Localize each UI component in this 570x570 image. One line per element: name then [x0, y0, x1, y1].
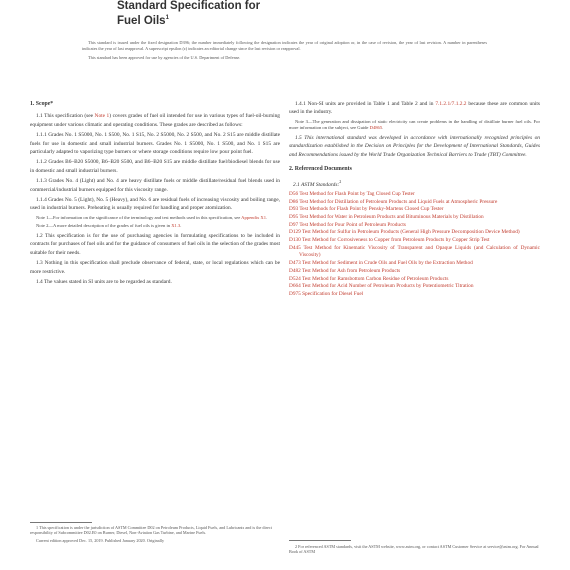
footnote-2: 2 For referenced ASTM standards, visit the ASTM website, www.astm.org, or contact ASTM Customer Service at service@astm.org. For Annual Book of ASTM: [289, 544, 539, 555]
paragraph-1-3: 1.3 Nothing in this specification shall preclude observance of federal, state, or local regulations which can be more restrictive.: [30, 260, 280, 275]
reference-item[interactable]: [289, 245, 540, 260]
paragraph-1-5: 1.5 This international standard was developed in accordance with internationally recognized principles on standardization established in the Decision on Principles for the Development of International Standards, Guides and Recommendations issued by the World Trade Organization Technical Barriers to Trade (TBT) Committee.: [289, 135, 540, 158]
title-text: Fuel Oils: [117, 14, 166, 27]
reference-title-link[interactable]: Test Method for Distillation of Petroleum Products and Liquid Fuels at Atmospheric Pressure: [299, 198, 498, 205]
reference-item[interactable]: [289, 206, 540, 214]
reference-code-link[interactable]: D97: [289, 221, 299, 228]
reference-item[interactable]: [289, 268, 540, 276]
reference-list: [289, 191, 540, 299]
text-run: Note 1—For information on the significance of the terminology and test methods used in this specification, see: [36, 214, 242, 220]
text-run: Note 2—A more detailed description of the grades of fuel oils is given in: [36, 223, 172, 229]
reference-code-link[interactable]: D524: [289, 275, 301, 282]
reference-title-link[interactable]: Test Method for Corrosiveness to Copper from Petroleum Products by Copper Strip Test: [302, 237, 490, 244]
reference-code-link[interactable]: D56: [289, 190, 299, 197]
right-column: [289, 100, 540, 299]
reference-code-link[interactable]: D95: [289, 213, 299, 220]
section-7-1-2-link[interactable]: 7.1.2.1/7.1.2.2: [435, 101, 467, 107]
designation-notice: [82, 40, 487, 65]
paragraph-1-1-4: 1.1.4 Grades No. 5 (Light), No. 5 (Heavy), and No. 6 are residual fuels of increasing viscosity and boiling range, used in industrial burners. Preheating is usually required for handling and proper atomization.: [30, 197, 280, 212]
text-run: .: [180, 223, 182, 229]
text-run: .: [266, 214, 268, 220]
text-run: .: [382, 125, 384, 131]
reference-title-link[interactable]: Test Method for Sulfur in Petroleum Products (General High Pressure Decomposition Device Method): [302, 229, 520, 236]
reference-title-link[interactable]: Test Method for Pour Point of Petroleum Products: [299, 221, 406, 228]
reference-title-link[interactable]: Test Methods for Flash Point by Pensky-Martens Closed Cup Tester: [299, 206, 444, 213]
text-run: 1.4.1 Non-SI units are provided in Table 1 and Table 2 and in: [295, 101, 436, 107]
reference-code-link[interactable]: D130: [289, 237, 301, 244]
reference-item[interactable]: [289, 229, 540, 237]
reference-title-link[interactable]: Test Method for Flash Point by Tag Closed Cup Tester: [299, 190, 415, 197]
paragraph-1-1-2: 1.1.2 Grades B6–B20 S5000, B6–B20 S500, and B6–B20 S15 are middle distillate fuel/biodiesel blends for use in domestic and small industrial burners.: [30, 159, 280, 174]
reference-title-link[interactable]: Test Method for Ramsbottom Carbon Residue of Petroleum Products: [302, 275, 449, 282]
text-run: 2.1 ASTM Standards:: [293, 181, 340, 188]
reference-code-link[interactable]: D482: [289, 267, 301, 274]
footnote-divider-right: [289, 540, 351, 541]
footnote-1: 1 This specification is under the jurisdiction of ASTM Committee D02 on Petroleum Products, Liquid Fuels, and Lubricants and is the direct responsibility of Subcommittee D02.E0 on Burner, Diesel, Non-Aviation Gas Turbine, and Marine Fuels.: [30, 525, 272, 536]
reference-title-link[interactable]: Test Method for Water in Petroleum Products and Bituminous Materials by Distillation: [299, 213, 484, 220]
title-line-1: Standard Specification for: [117, 0, 261, 12]
reference-item[interactable]: [289, 237, 540, 245]
paragraph-1-4: 1.4 The values stated in SI units are to be regarded as standard.: [36, 279, 172, 286]
section-heading-referenced-documents: 2. Referenced Documents: [289, 166, 352, 173]
footnote-marker: 2: [339, 178, 342, 184]
footnotes-left: [30, 525, 280, 545]
section-heading-scope: 1. Scope*: [30, 101, 54, 107]
note-1-link[interactable]: Note 1: [94, 113, 110, 120]
text-run: Note 3—The generation and dissipation of static electricity can create problems in the handling of distillate burner fuel oils. For more information on the subject, see Guide: [289, 118, 540, 131]
footnote-edition: Current edition approved Dec. 15, 2019. Published January 2020. Originally: [36, 537, 165, 543]
title-footnote-marker: 1: [165, 15, 169, 21]
reference-code-link[interactable]: D445: [289, 244, 301, 251]
astm-standards-subheading: [289, 178, 540, 189]
note-3: [289, 119, 540, 132]
reference-title-link[interactable]: Test Method for Ash from Petroleum Products: [302, 267, 401, 274]
footnotes-right: [289, 544, 540, 557]
paragraph-1-1-3: 1.1.3 Grades No. 4 (Light) and No. 4 are heavy distillate fuels or middle distillate/residual fuel blends used in commercial/industrial burners equipped for this viscosity range.: [30, 178, 280, 193]
reference-code-link[interactable]: D86: [289, 198, 299, 205]
paragraph-1-2: 1.2 This specification is for the use of purchasing agencies in formulating specifications to be included in contracts for purchases of fuel oils and for the guidance of consumers of fuel oils in the selection of the grades most suitable for their needs.: [30, 233, 280, 256]
reference-item[interactable]: [289, 291, 540, 299]
notice-paragraph-2: This standard has been approved for use by agencies of the U.S. Department of Defense.: [88, 55, 241, 61]
reference-code-link[interactable]: D93: [289, 206, 299, 213]
reference-title-link[interactable]: Test Method for Sediment in Crude Oils and Fuel Oils by the Extraction Method: [302, 260, 473, 267]
reference-item[interactable]: [289, 260, 540, 268]
title-line-2: [117, 12, 447, 27]
reference-item[interactable]: [289, 283, 540, 291]
footnote-divider-left: [30, 522, 92, 523]
reference-title-link[interactable]: Specification for Diesel Fuel: [302, 290, 364, 297]
reference-item[interactable]: [289, 214, 540, 222]
x1-3-link[interactable]: X1.3: [171, 223, 181, 229]
paragraph-1-1-1: 1.1.1 Grades No. 1 S5000, No. 1 S500, No. 1 S15, No. 2 S5000, No. 2 S500, and No. 2 S15 are middle distillate fuels for use in domestic and small industrial burners. Grades No. 1 S5000, No. 1 S500, and No. 1 S15 are particularly adapted to vaporizing type burners or where storage conditions require low pour point fuel.: [30, 132, 280, 156]
note-1: [30, 215, 280, 222]
reference-code-link[interactable]: D473: [289, 260, 301, 267]
text-run: ) covers grades of fuel oil intended for use in various types of fuel-oil-burning equipment under various climatic and operating conditions. These grades are described as follows:: [30, 113, 280, 128]
text-run: because these are common units used in the industry.: [289, 101, 540, 116]
reference-code-link[interactable]: D975: [289, 290, 301, 297]
text-run: 1.1 This specification (see: [36, 113, 95, 120]
note-2: [30, 223, 280, 230]
document-title: [117, 0, 447, 27]
d4865-link[interactable]: D4865: [369, 125, 383, 131]
reference-item[interactable]: [289, 191, 540, 199]
reference-code-link[interactable]: D664: [289, 283, 301, 290]
reference-title-link[interactable]: Test Method for Acid Number of Petroleum Products by Potentiometric Titration: [302, 283, 474, 290]
appendix-x1-link[interactable]: Appendix X1: [241, 214, 267, 220]
reference-title-link[interactable]: Test Method for Kinematic Viscosity of Transparent and Opaque Liquids (and Calculation of Dynamic Viscosity): [299, 244, 540, 259]
reference-code-link[interactable]: D129: [289, 229, 301, 236]
notice-paragraph-1: This standard is issued under the fixed designation D396; the number immediately following the designation indicates the year of original adoption or, in the case of revision, the year of last revision. A number in parentheses indicates the year of last reapproval. A superscript epsilon (ε) indicates an editorial change since the last revision or reapproval.: [82, 40, 487, 51]
paragraph-1-1: [30, 112, 280, 129]
left-column: [30, 100, 280, 289]
paragraph-1-4-1: [289, 100, 540, 117]
